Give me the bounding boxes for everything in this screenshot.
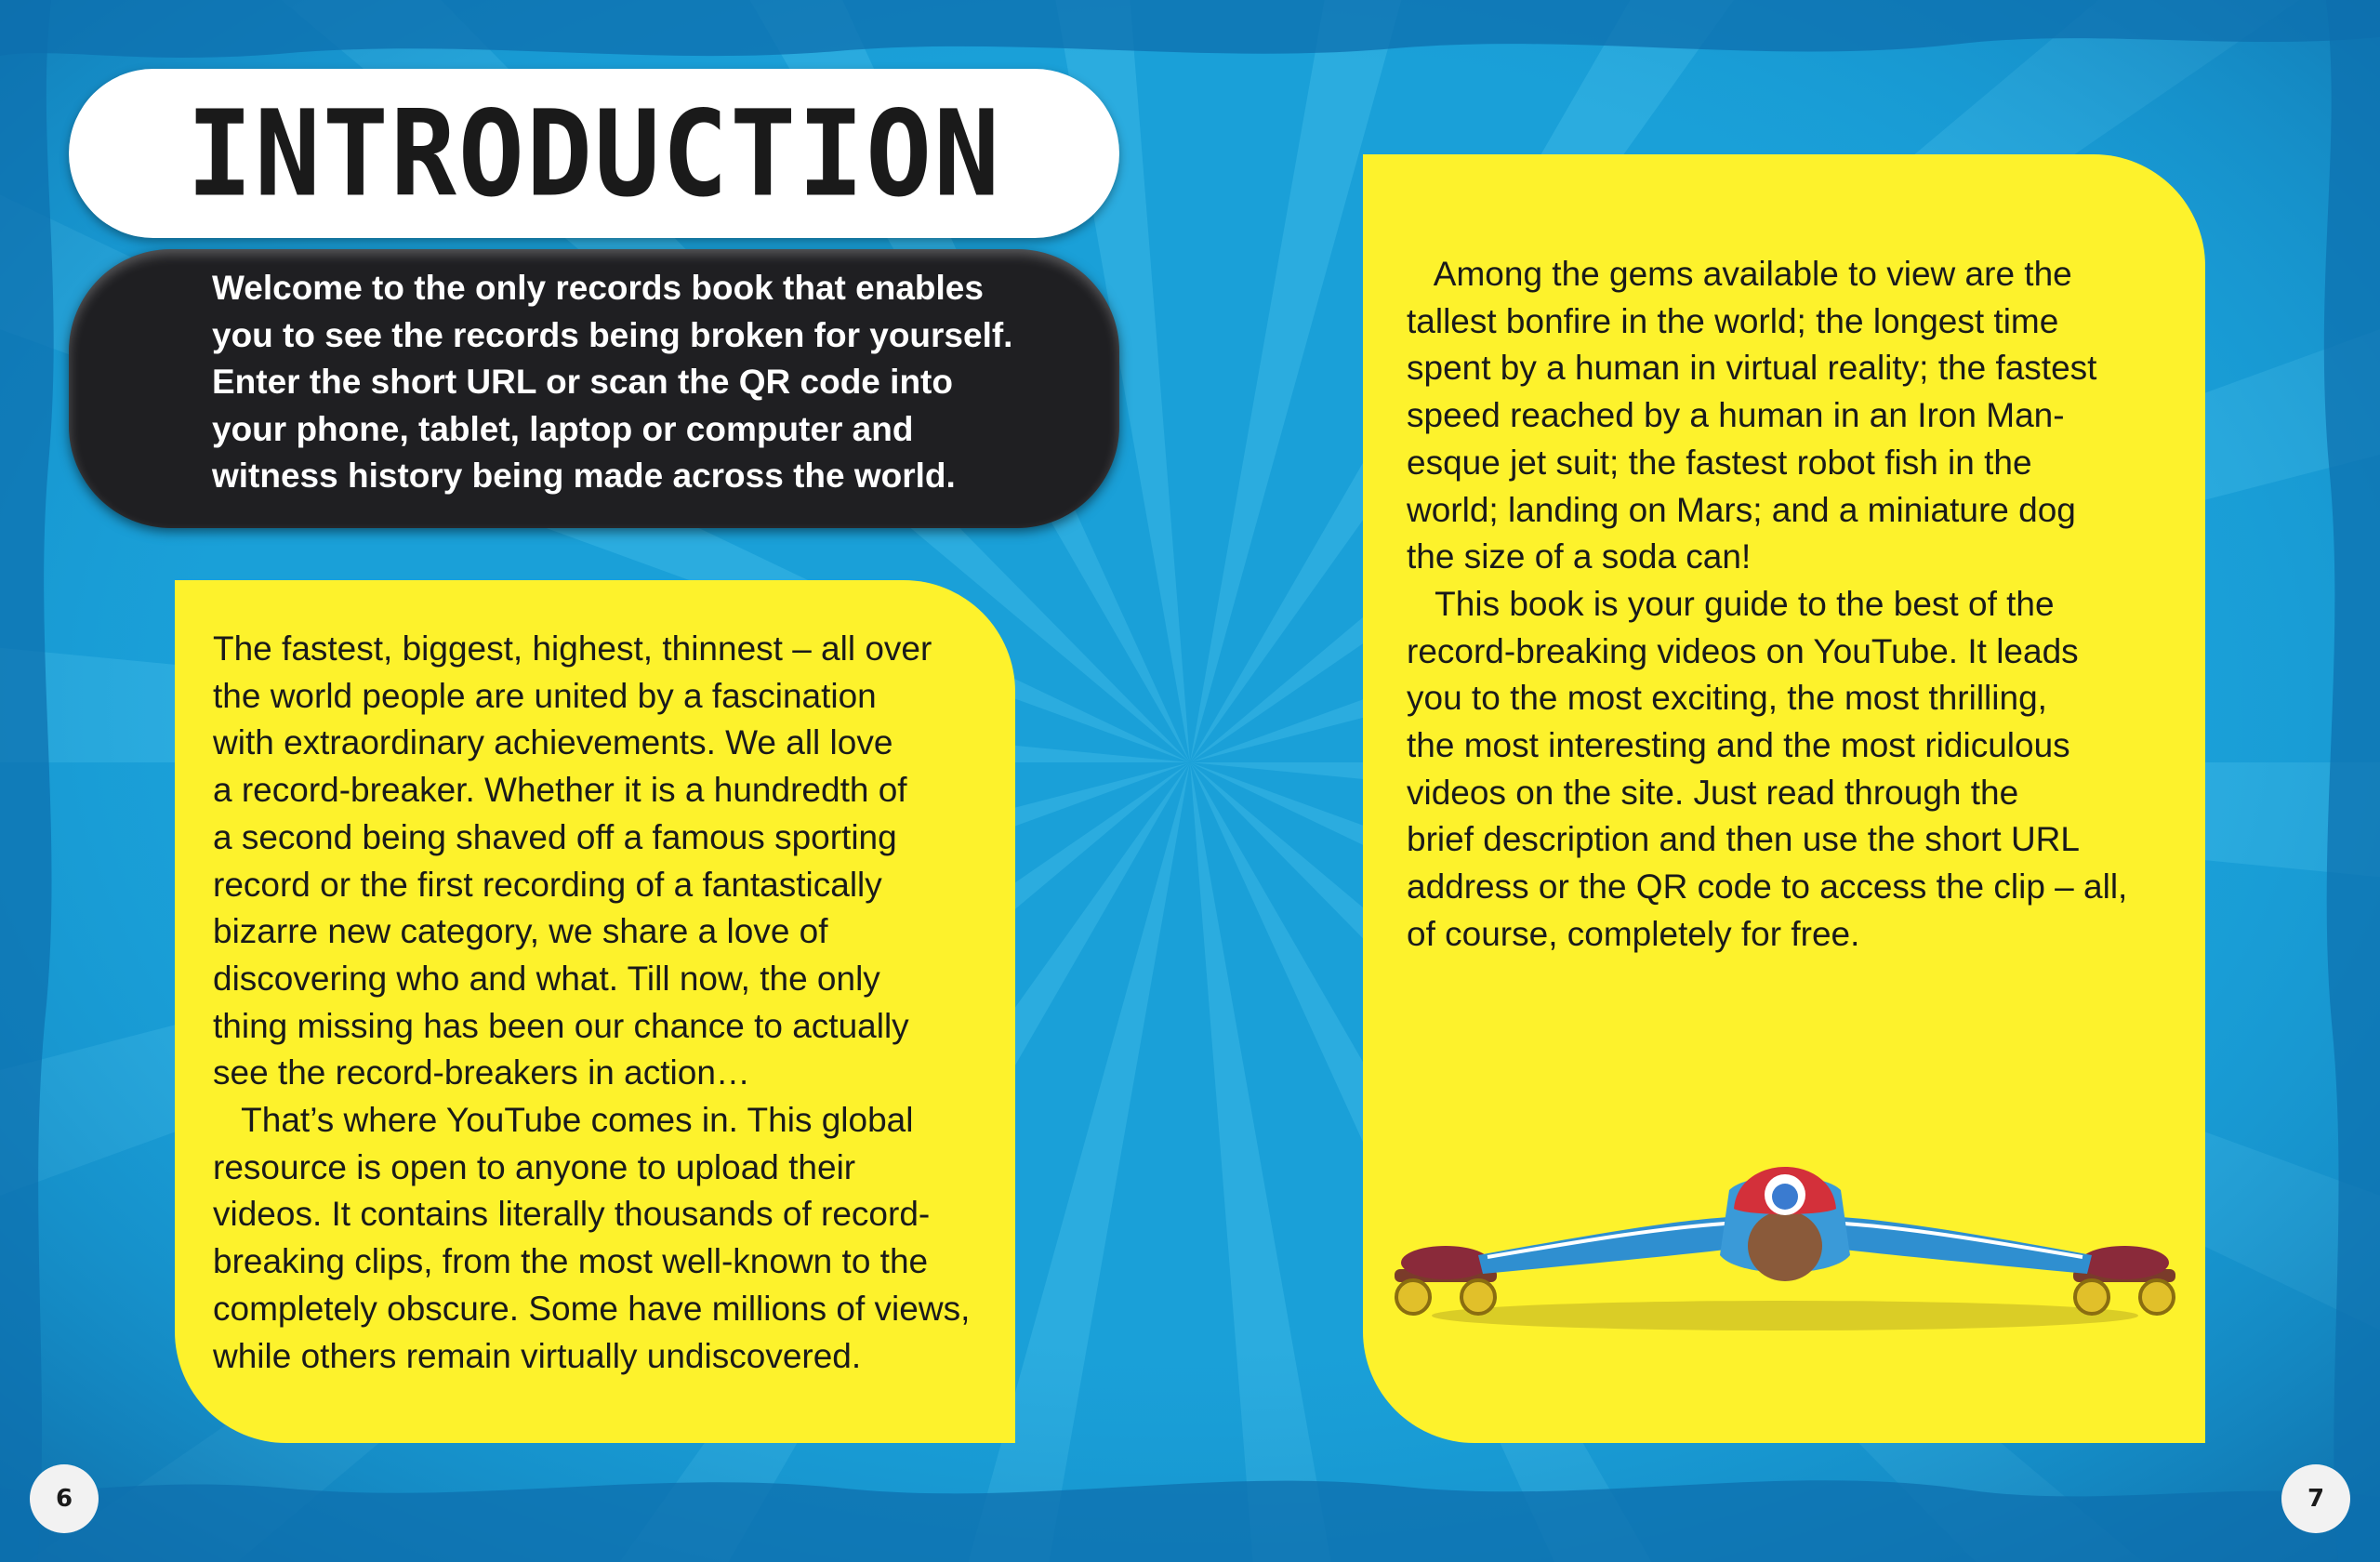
right-body-line: brief description and then use the short URL — [1407, 820, 2080, 859]
left-body-line: a second being shaved off a famous sporting — [213, 817, 897, 856]
left-body-line: thing missing has been our chance to actually — [213, 1006, 909, 1045]
right-body-line: speed reached by a human in an Iron Man- — [1407, 396, 2065, 435]
left-body-line: resource is open to anyone to upload their — [213, 1147, 856, 1186]
right-body-line: address or the QR code to access the clip – all, — [1407, 867, 2128, 907]
intro-line: you to see the records being broken for yourself. — [212, 315, 1013, 354]
left-body-line: a record-breaker. Whether it is a hundredth of — [213, 771, 907, 810]
left-body-text — [213, 626, 1012, 1380]
page-title: INTRODUCTION — [186, 84, 1002, 223]
intro-line: Enter the short URL or scan the QR code into — [212, 363, 953, 402]
right-body-line: of course, completely for free. — [1407, 914, 1860, 953]
left-body-line: with extraordinary achievements. We all love — [213, 723, 893, 762]
left-body-line: videos. It contains literally thousands of record- — [213, 1195, 931, 1234]
intro-line: your phone, tablet, laptop or computer and — [212, 409, 914, 448]
right-body-text — [1407, 251, 2206, 959]
left-body-line: discovering who and what. Till now, the only — [213, 959, 880, 998]
left-body-line: breaking clips, from the most well-known to the — [213, 1242, 929, 1281]
right-body-line: spent by a human in virtual reality; the fastest — [1407, 349, 2097, 388]
right-body-line: the size of a soda can! — [1407, 537, 1752, 576]
right-body-line: world; landing on Mars; and a miniature dog — [1407, 490, 2076, 529]
intro-line: witness history being made across the world. — [212, 457, 956, 496]
right-body-line: you to the most exciting, the most thrilling, — [1407, 679, 2047, 718]
left-body-line: That’s where YouTube comes in. This global — [213, 1101, 914, 1140]
right-body-line: tallest bonfire in the world; the longest time — [1407, 301, 2059, 340]
left-body-line: bizarre new category, we share a love of — [213, 912, 828, 951]
page-number-left: 6 — [30, 1464, 99, 1533]
right-body-line: esque jet suit; the fastest robot fish in the — [1407, 443, 2032, 482]
intro-line: Welcome to the only records book that enables — [212, 269, 984, 307]
right-body-line: the most interesting and the most ridiculous — [1407, 726, 2070, 765]
skater-photo — [1376, 1106, 2194, 1339]
right-body-line: videos on the site. Just read through the — [1407, 773, 2019, 812]
left-body-line: record or the first recording of a fantastically — [213, 865, 882, 904]
title-banner — [69, 69, 1119, 238]
left-body-line: The fastest, biggest, highest, thinnest – all over — [213, 629, 932, 668]
right-body-line: record-breaking videos on YouTube. It leads — [1407, 631, 2079, 670]
right-body-line: This book is your guide to the best of the — [1407, 584, 2055, 623]
right-body-line: Among the gems available to view are the — [1407, 255, 2072, 293]
left-body-line: see the record-breakers in action… — [213, 1053, 750, 1092]
page-number-right: 7 — [2281, 1464, 2350, 1533]
left-body-line: the world people are united by a fascination — [213, 676, 877, 715]
left-body-line: completely obscure. Some have millions of views, — [213, 1289, 971, 1328]
intro-paragraph — [212, 265, 1049, 500]
left-body-line: while others remain virtually undiscovered. — [213, 1336, 862, 1375]
